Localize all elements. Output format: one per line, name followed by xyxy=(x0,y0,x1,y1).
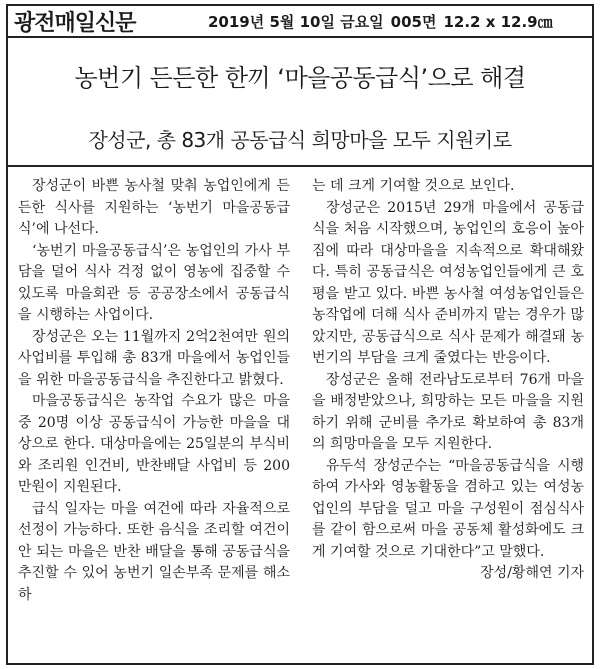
clipping-size: 12.2 x 12.9㎝ xyxy=(443,12,553,31)
news-clipping xyxy=(6,4,594,665)
paragraph: 급식 일자는 마을 여건에 따라 자율적으로 선정이 가능하다. 또한 음식을 조리할 여건이 안 되는 마을은 반찬 배달을 통해 공동급식을 추진할 수 있어 농번기 일손부족 문제를 해소하 xyxy=(18,500,290,603)
paragraph: ‘농번기 마을공동급식’은 농업인의 가사 부담을 덜어 식사 걱정 없이 영농에 집중할 수 있도록 마을회관 등 공공장소에서 공동급식을 시행하는 사업이다. xyxy=(18,242,290,323)
newspaper-name: 광전매일신문 xyxy=(14,10,136,36)
publication-info xyxy=(208,11,553,32)
article-byline: 장성/황해연 기자 xyxy=(480,565,584,581)
article-subheadline: 장성군, 총 83개 공동급식 희망마을 모두 지원키로 xyxy=(88,128,512,152)
article-column-left xyxy=(18,176,290,606)
page-number: 005면 xyxy=(390,12,437,31)
publication-date: 2019년 5월 10일 금요일 xyxy=(208,12,384,31)
paragraph: 유두석 장성군수는 “마을공동급식을 시행하여 가사와 영농활동을 겸하고 있는 여성농업인의 부담을 덜고 마을 구성원이 점심식사를 같이 함으로써 마을 공동체 활성화에도 크게 기여할 것으로 기대한다”고 말했다. xyxy=(312,457,584,560)
paragraph: 는 데 크게 기여할 것으로 보인다. xyxy=(312,178,515,194)
paragraph: 장성군은 오는 11월까지 2억2천여만 원의 사업비를 투입해 총 83개 마을에서 농업인들을 위한 마을공동급식을 추진한다고 밝혔다. xyxy=(18,328,290,388)
paragraph: 마을공동급식은 농작업 수요가 많은 마을 중 20명 이상 공동급식이 가능한 마을을 대상으로 한다. 대상마을에는 25일분의 부식비와 조리원 인건비, 반찬배달 사업비 등 200만원이 지원된다. xyxy=(18,393,290,495)
clipping-header xyxy=(8,6,592,38)
article-headline: 농번기 든든한 한끼 ‘마을공동급식’으로 해결 xyxy=(74,64,526,92)
paragraph: 장성군이 바쁜 농사철 맞춰 농업인에게 든든한 식사를 지원하는 ‘농번기 마을공동급식’에 나선다. xyxy=(18,178,290,237)
paragraph: 장성군은 2015년 29개 마을에서 공동급식을 처음 시작했으며, 농업인의 호응이 높아짐에 따라 대상마을을 지속적으로 확대해왔다. 특히 공동급식은 여성농업인들에게 큰 호평을 받고 있다. 바쁜 농사철 여성농업인들은 농작업에 더해 식사 준비까지 맡는 경우가 많았지만, 공동급식으로 식사 문제가 해결돼 농번기의 부담을 크게 줄였다는 반응이다. xyxy=(312,199,584,366)
headline-divider xyxy=(8,165,592,167)
article-column-right xyxy=(312,176,584,585)
paragraph: 장성군은 올해 전라남도로부터 76개 마을을 배정받았으나, 희망하는 모든 마을을 지원하기 위해 군비를 추가로 확보하여 총 83개의 희망마을을 모두 지원한다. xyxy=(312,371,584,452)
